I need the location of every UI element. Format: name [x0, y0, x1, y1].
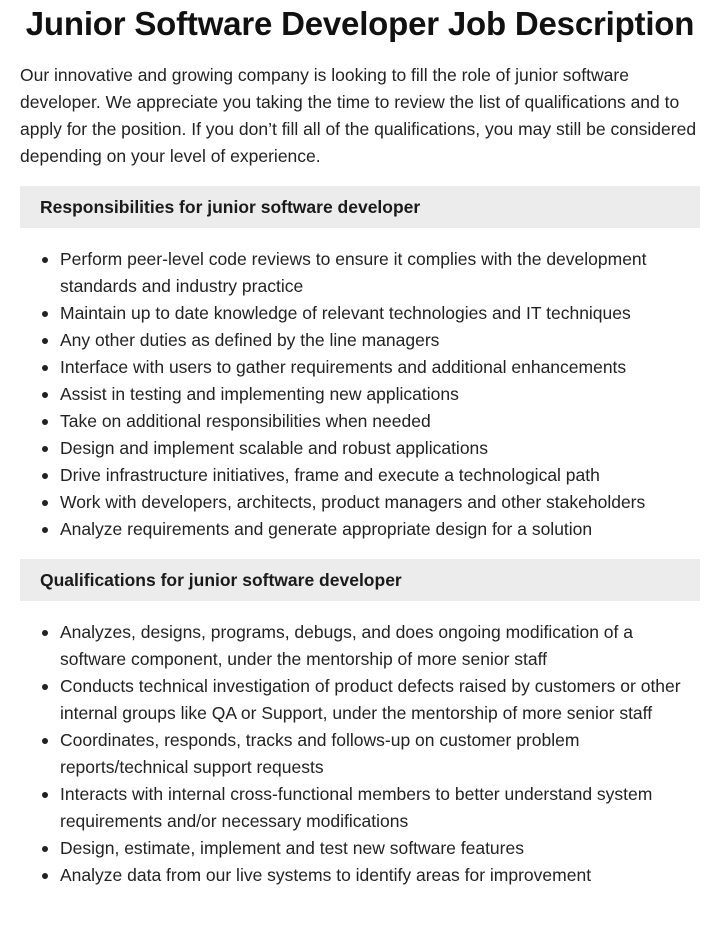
list-item: Interface with users to gather requirements and additional enhancements	[60, 354, 700, 381]
list-item: Conducts technical investigation of product defects raised by customers or other internal groups like QA or Support, under the mentorship of more senior staff	[60, 673, 700, 727]
list-item: Take on additional responsibilities when needed	[60, 408, 700, 435]
list-item: Perform peer-level code reviews to ensure it complies with the development standards and industry practice	[60, 246, 700, 300]
qualifications-list	[20, 619, 700, 889]
page-title: Junior Software Developer Job Description	[25, 5, 695, 42]
list-item: Assist in testing and implementing new applications	[60, 381, 700, 408]
list-item: Maintain up to date knowledge of relevant technologies and IT techniques	[60, 300, 700, 327]
intro-paragraph: Our innovative and growing company is looking to fill the role of junior software developer. We appreciate you taking the time to review the list of qualifications and to apply for the position. If you don’t fill all of the qualifications, you may still be considered depending on your level of experience.	[20, 65, 697, 166]
list-item: Work with developers, architects, product managers and other stakeholders	[60, 489, 700, 516]
responsibilities-list	[20, 246, 700, 543]
list-item: Analyzes, designs, programs, debugs, and does ongoing modification of a software component, under the mentorship of more senior staff	[60, 619, 700, 673]
list-item: Interacts with internal cross-functional members to better understand system requirements and/or necessary modifications	[60, 781, 700, 835]
list-item: Analyze requirements and generate appropriate design for a solution	[60, 516, 700, 543]
responsibilities-header: Responsibilities for junior software developer	[20, 186, 700, 228]
list-item: Analyze data from our live systems to identify areas for improvement	[60, 862, 700, 889]
list-item: Design, estimate, implement and test new software features	[60, 835, 700, 862]
list-item: Design and implement scalable and robust applications	[60, 435, 700, 462]
list-item: Any other duties as defined by the line managers	[60, 327, 700, 354]
list-item: Coordinates, responds, tracks and follows-up on customer problem reports/technical support requests	[60, 727, 700, 781]
qualifications-header: Qualifications for junior software developer	[20, 559, 700, 601]
list-item: Drive infrastructure initiatives, frame and execute a technological path	[60, 462, 700, 489]
